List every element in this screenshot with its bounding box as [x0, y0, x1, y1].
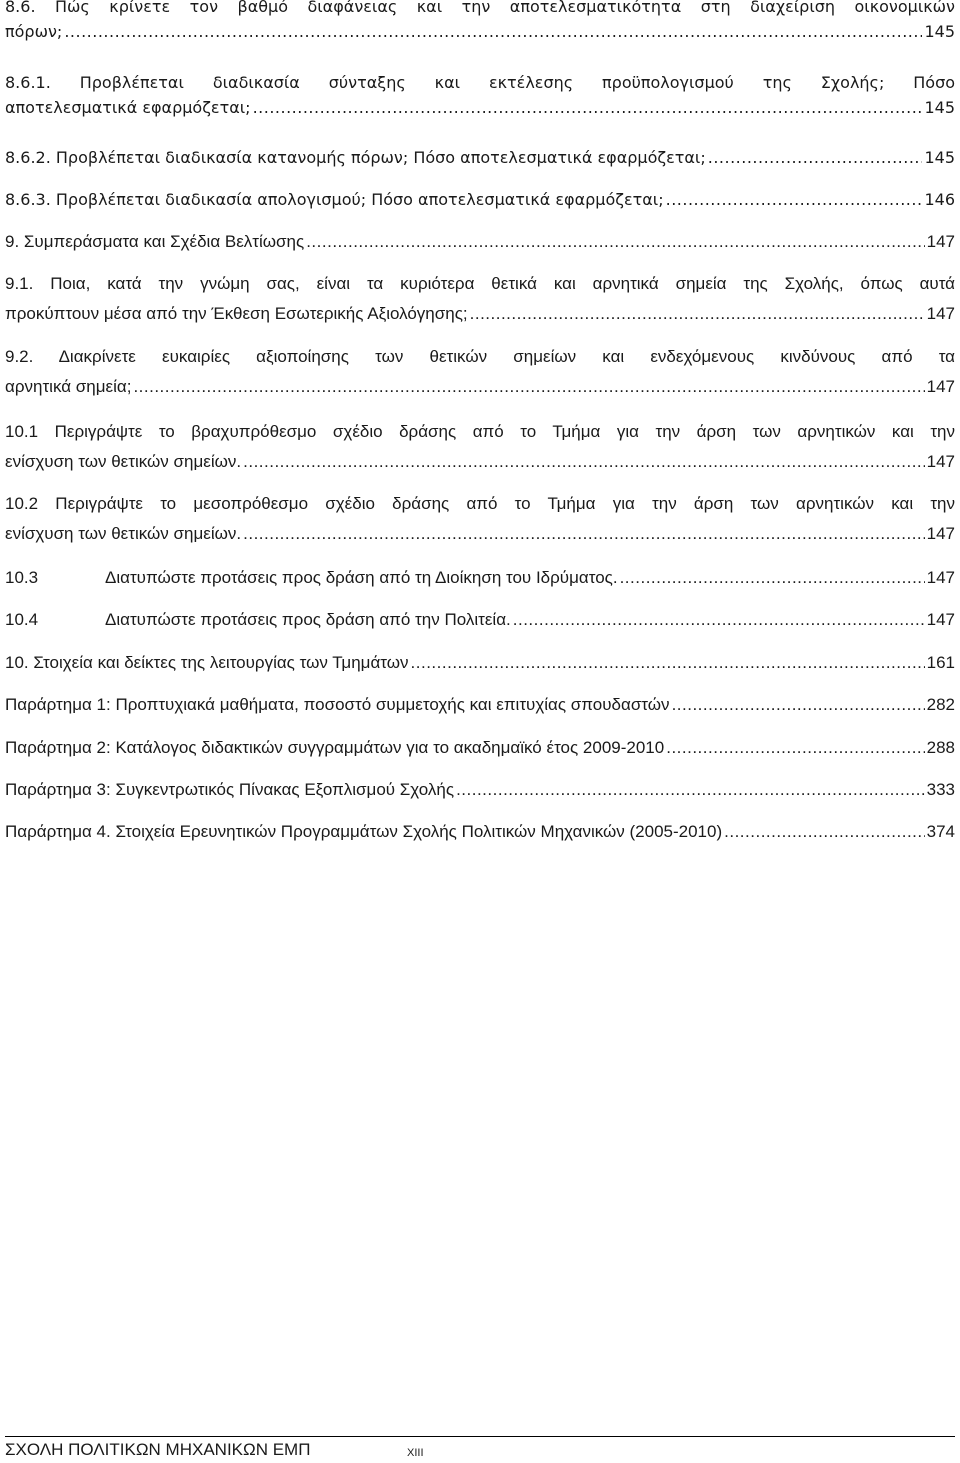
toc-entry[interactable]: [5, 777, 955, 802]
toc-entry[interactable]: [5, 419, 955, 474]
toc-entry-title: Παράρτημα 2: Κατάλογος διδακτικών συγγραμμάτων για το ακαδημαϊκό έτος 2009-2010: [5, 738, 665, 757]
toc-leader: [253, 95, 923, 120]
toc-entry-title: 10. Στοιχεία και δείκτες της λειτουργίας των Τμημάτων: [5, 653, 409, 672]
toc-entry[interactable]: [5, 70, 955, 120]
toc-entry-title-cont: ενίσχυση των θετικών σημείων.: [5, 452, 242, 471]
toc-entry-title: Παράρτημα 3: Συγκεντρωτικός Πίνακας Εξοπλισμού Σχολής: [5, 780, 455, 799]
toc-entry-title: 8.6. Πώς κρίνετε τον βαθμό διαφάνειας και την αποτελεσματικότητα στη διαχείριση οικονομικών: [5, 0, 955, 16]
toc-entry[interactable]: [5, 491, 955, 546]
toc-entry-title-cont: αποτελεσματικά εφαρμόζεται;: [5, 98, 251, 117]
toc-entry[interactable]: [5, 819, 955, 844]
toc-page-number: 161: [926, 653, 955, 672]
toc-leader: [666, 187, 923, 212]
toc-entry[interactable]: [5, 735, 955, 760]
toc-page-number: 147: [926, 377, 955, 396]
toc-entry[interactable]: [5, 692, 955, 717]
toc-leader: [456, 777, 925, 802]
toc-leader: [64, 19, 922, 44]
toc-page-number: 145: [924, 22, 955, 41]
toc-entry[interactable]: [5, 187, 955, 212]
toc-page-number: 147: [926, 568, 955, 587]
toc-leader: [724, 819, 924, 844]
toc-leader: [672, 692, 925, 717]
toc-entry[interactable]: [5, 229, 955, 254]
footer-rule: [5, 1436, 955, 1437]
toc-entry-title-cont: ενίσχυση των θετικών σημείων.: [5, 524, 242, 543]
toc-page-number: 282: [926, 695, 955, 714]
toc-entry[interactable]: [5, 344, 955, 399]
toc-entry-title: 8.6.3. Προβλέπεται διαδικασία απολογισμού; Πόσο αποτελεσματικά εφαρμόζεται;: [5, 190, 664, 209]
toc-page-number: 147: [926, 452, 955, 471]
toc-page-number: 288: [926, 738, 955, 757]
toc-entry-title: 9.1. Ποια, κατά την γνώμη σας, είναι τα κυριότερα θετικά και αρνητικά σημεία της Σχολής, όπως αυτά: [5, 274, 955, 293]
toc-entry-title: 9. Συμπεράσματα και Σχέδια Βελτίωσης: [5, 232, 305, 251]
toc-page-number: 147: [926, 304, 955, 323]
toc-leader: [620, 565, 925, 590]
toc-entry-title-cont: αρνητικά σημεία;: [5, 377, 132, 396]
toc-entry-title-cont: προκύπτουν μέσα από την Έκθεση Εσωτερικής Αξιολόγησης;: [5, 304, 468, 323]
toc-leader: [306, 229, 924, 254]
toc-entry[interactable]: [5, 271, 955, 326]
toc-page-number: 147: [926, 610, 955, 629]
toc-leader: [666, 735, 924, 760]
toc-entry-title: 10.1 Περιγράψτε το βραχυπρόθεσμο σχέδιο δράσης από το Τμήμα για την άρση των αρνητικών και την: [5, 422, 955, 441]
toc-page-number: 147: [926, 524, 955, 543]
toc-entry[interactable]: [5, 565, 955, 590]
toc-entry-title-cont: πόρων;: [5, 22, 63, 41]
toc-entry-title: Διατυπώστε προτάσεις προς δράση από τη Διοίκηση του Ιδρύματος.: [105, 568, 618, 587]
toc-entry-title: Διατυπώστε προτάσεις προς δράση από την Πολιτεία.: [105, 610, 511, 629]
toc-entry-title: 8.6.2. Προβλέπεται διαδικασία κατανομής πόρων; Πόσο αποτελεσματικά εφαρμόζεται;: [5, 148, 706, 167]
toc-leader: [708, 145, 923, 170]
toc-entry-number: 10.4: [5, 610, 39, 629]
toc-leader: [243, 521, 925, 546]
toc-leader: [411, 650, 925, 675]
toc-leader: [133, 374, 924, 399]
toc-leader: [243, 449, 925, 474]
toc-page-number: 333: [926, 780, 955, 799]
toc-entry-title: Παράρτημα 1: Προπτυχιακά μαθήματα, ποσοστό συμμετοχής και επιτυχίας σπουδαστών: [5, 695, 670, 714]
toc-leader: [470, 301, 925, 326]
footer-school-name: ΣΧΟΛΗ ΠΟΛΙΤΙΚΩΝ ΜΗΧΑΝΙΚΩΝ ΕΜΠ: [5, 1440, 311, 1459]
toc-page-number: 374: [926, 822, 955, 841]
toc-entry-title: Παράρτημα 4. Στοιχεία Ερευνητικών Προγραμμάτων Σχολής Πολιτικών Μηχανικών (2005-2010): [5, 822, 723, 841]
toc-entry-title: 10.2 Περιγράψτε το μεσοπρόθεσμο σχέδιο δράσης από το Τμήμα για την άρση των αρνητικών και την: [5, 494, 955, 513]
toc-entry-title: 8.6.1. Προβλέπεται διαδικασία σύνταξης και εκτέλεσης προϋπολογισμού της Σχολής; Πόσο: [5, 73, 955, 92]
toc-entry-number: 10.3: [5, 568, 39, 587]
toc-entry[interactable]: [5, 607, 955, 632]
toc-entry[interactable]: [5, 650, 955, 675]
toc-page-number: 145: [924, 148, 955, 167]
toc-page-number: 145: [924, 98, 955, 117]
toc-entry[interactable]: [5, 0, 955, 44]
toc-page-number: 147: [926, 232, 955, 251]
toc-entry-title: 9.2. Διακρίνετε ευκαιρίες αξιοποίησης των θετικών σημείων και ενδεχόμενους κινδύνους από τα: [5, 347, 955, 366]
toc-entry[interactable]: [5, 145, 955, 170]
toc-leader: [513, 607, 925, 632]
footer-page-number: XIII: [407, 1447, 424, 1459]
toc-page-number: 146: [924, 190, 955, 209]
